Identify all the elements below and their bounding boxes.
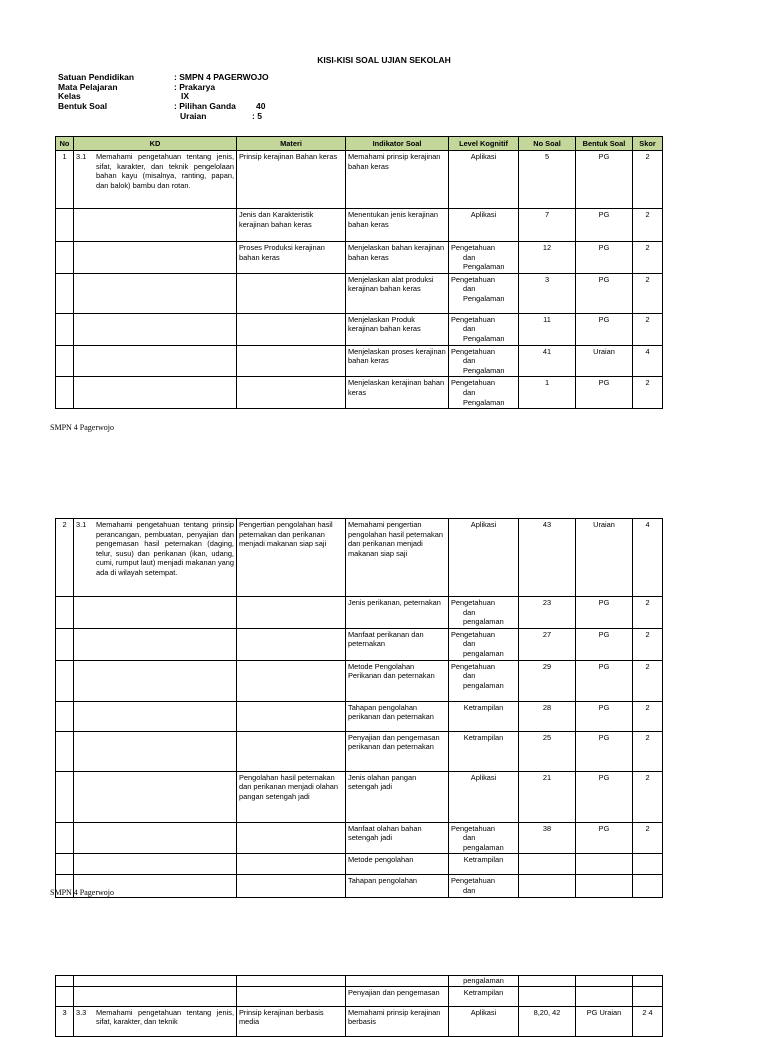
- materi-cell: [237, 854, 346, 875]
- row-no: 2: [56, 519, 74, 597]
- document-title: KISI-KISI SOAL UJIAN SEKOLAH: [317, 55, 451, 65]
- no-soal-cell: 21: [519, 771, 576, 822]
- no-soal-cell: 29: [519, 660, 576, 701]
- level-text-2: dan pengalaman: [463, 833, 504, 852]
- indikator-cell: Menjelaskan alat produksi kerajinan bahan keras: [346, 273, 449, 313]
- materi-cell: Proses Produksi kerajinan bahan keras: [237, 242, 346, 274]
- bentuk-cell: PG: [576, 209, 633, 242]
- table-row: [56, 209, 663, 242]
- kd-text: Memahami pengetahuan tentang jenis, sifat, karakter, dan teknik: [96, 1007, 234, 1027]
- no-soal-cell: 8,20, 42: [519, 1006, 576, 1036]
- skor-cell: [633, 875, 663, 897]
- level-cell: [449, 597, 519, 629]
- skor-cell: 2: [633, 822, 663, 854]
- skor-cell: 2: [633, 701, 663, 731]
- row-no: 3: [56, 1006, 74, 1036]
- table-row: [56, 377, 663, 409]
- bentuk-cell: PG: [576, 660, 633, 701]
- no-soal-cell: [519, 875, 576, 897]
- no-soal-cell: 11: [519, 313, 576, 345]
- bentuk-cell: PG: [576, 701, 633, 731]
- kelas-label: Kelas: [58, 91, 81, 102]
- table-row: [56, 854, 663, 875]
- materi-cell: Prinsip kerajinan berbasis media: [237, 1006, 346, 1036]
- bentuk-value: : Pilihan Ganda: [174, 101, 236, 112]
- level-cell: [449, 313, 519, 345]
- skor-cell: [633, 854, 663, 875]
- materi-cell: Prinsip kerajinan Bahan keras: [237, 151, 346, 209]
- indikator-cell: Menjelaskan Produk kerajinan bahan keras: [346, 313, 449, 345]
- bentuk-cell: PG: [576, 731, 633, 771]
- no-soal-cell: 5: [519, 151, 576, 209]
- bentuk-cell: PG: [576, 597, 633, 629]
- bentuk-cell: PG Uraian: [576, 1006, 633, 1036]
- materi-cell: Jenis dan Karakteristik kerajinan bahan keras: [237, 209, 346, 242]
- kd-cell: [74, 151, 237, 209]
- bentuk-label: Bentuk Soal: [58, 101, 108, 112]
- materi-cell: [237, 313, 346, 345]
- bentuk-cell: PG: [576, 822, 633, 854]
- level-text-2: dan: [463, 885, 476, 895]
- level-text-2: dan pengalaman: [463, 607, 504, 627]
- indikator-cell: Memahami prinsip kerajinan bahan keras: [346, 151, 449, 209]
- uraian-count: : 5: [252, 110, 262, 121]
- skor-cell: 2 4: [633, 1006, 663, 1036]
- level-cell: Aplikasi: [449, 151, 519, 209]
- indikator-cell: Manfaat perikanan dan peternakan: [346, 628, 449, 660]
- materi-cell: [237, 345, 346, 377]
- header-indikator: Indikator Soal: [346, 137, 449, 151]
- indikator-cell: Metode pengolahan: [346, 854, 449, 875]
- indikator-cell: Menjelaskan bahan kerajinan bahan keras: [346, 242, 449, 274]
- indikator-cell: Jenis olahan pangan setengah jadi: [346, 771, 449, 822]
- indikator-cell: Menentukan jenis kerajinan bahan keras: [346, 209, 449, 242]
- skor-cell: 2: [633, 313, 663, 345]
- skor-cell: 2: [633, 273, 663, 313]
- skor-cell: 2: [633, 660, 663, 701]
- bentuk-cell: [576, 875, 633, 897]
- no-soal-cell: 1: [519, 377, 576, 409]
- header-kd: KD: [74, 137, 237, 151]
- materi-cell: [237, 731, 346, 771]
- page-footer: SMPN 4 Pagerwojo: [50, 423, 115, 432]
- level-text: Pengetahuan: [451, 823, 495, 833]
- row-no: 1: [56, 151, 74, 209]
- skor-cell: 4: [633, 345, 663, 377]
- materi-cell: Pengolahan hasil peternakan dan perikanan menjadi olahan pangan setengah jadi: [237, 771, 346, 822]
- header-no: No: [56, 137, 74, 151]
- table-row: [56, 875, 663, 897]
- skor-cell: [633, 986, 663, 1006]
- mapel-value: : Prakarya: [174, 81, 216, 92]
- header-materi: Materi: [237, 137, 346, 151]
- level-text-2: dan Pengalaman: [463, 356, 505, 375]
- indikator-cell: Menjelaskan proses kerajinan bahan keras: [346, 345, 449, 377]
- level-cell: Aplikasi: [449, 1006, 519, 1036]
- level-text: Pengetahuan: [451, 243, 495, 252]
- kd-text: Memahami pengetahuan tentang jenis, sifat, karakter, dan teknik pengelolaan bahan kayu (misalnya, ranting, papan, dan balok) bambu dan rotan.: [96, 152, 234, 190]
- header-no-soal: No Soal: [519, 137, 576, 151]
- level-cell: pengalaman: [449, 976, 519, 987]
- table-row: [56, 976, 663, 987]
- no-soal-cell: 25: [519, 731, 576, 771]
- indikator-cell: Memahami pengertian pengolahan hasil peternakan dan perikanan menjadi makanan siap saji: [346, 519, 449, 597]
- bentuk-cell: Uraian: [576, 519, 633, 597]
- level-text: Pengetahuan: [451, 598, 495, 607]
- no-soal-cell: 28: [519, 701, 576, 731]
- level-cell: Aplikasi: [449, 519, 519, 597]
- level-cell: [449, 875, 519, 897]
- kd-code: 3.1: [76, 520, 87, 529]
- bentuk-cell: PG: [576, 242, 633, 274]
- level-text: Pengetahuan: [451, 314, 495, 324]
- level-text-2: dan pengalaman: [463, 639, 504, 658]
- no-soal-cell: [519, 976, 576, 987]
- table-kisi-3: [55, 975, 663, 1037]
- level-cell: [449, 628, 519, 660]
- table-kisi-2: [55, 518, 663, 898]
- header-bentuk: Bentuk Soal: [576, 137, 633, 151]
- indikator-cell: Menjelaskan kerajinan bahan keras: [346, 377, 449, 409]
- indikator-cell: Penyajian dan pengemasan perikanan dan peternakan: [346, 731, 449, 771]
- table-row: [56, 313, 663, 345]
- table-row: [56, 822, 663, 854]
- level-text-2: dan pengalaman: [463, 671, 504, 690]
- table-kisi-1: [55, 136, 663, 409]
- no-soal-cell: [519, 986, 576, 1006]
- skor-cell: 2: [633, 731, 663, 771]
- table-row: [56, 151, 663, 209]
- bentuk-cell: PG: [576, 313, 633, 345]
- level-cell: Ketrampilan: [449, 854, 519, 875]
- level-cell: Ketrampilan: [449, 731, 519, 771]
- skor-cell: 2: [633, 771, 663, 822]
- no-soal-cell: 38: [519, 822, 576, 854]
- table-row: [56, 628, 663, 660]
- level-cell: [449, 273, 519, 313]
- header-level: Level Kognitif: [449, 137, 519, 151]
- level-text-2: dan Pengalaman: [463, 387, 505, 407]
- kelas-value: IX: [181, 91, 190, 102]
- materi-cell: [237, 822, 346, 854]
- materi-cell: [237, 377, 346, 409]
- table-row: [56, 986, 663, 1006]
- table-row: [56, 701, 663, 731]
- no-soal-cell: 7: [519, 209, 576, 242]
- skor-cell: 2: [633, 151, 663, 209]
- indikator-cell: Metode Pengolahan Perikanan dan peternakan: [346, 660, 449, 701]
- skor-cell: 2: [633, 242, 663, 274]
- bentuk-cell: PG: [576, 151, 633, 209]
- bentuk-cell: PG: [576, 273, 633, 313]
- level-text-2: dan Pengalaman: [463, 252, 505, 272]
- kd-code: 3.3: [76, 1007, 87, 1017]
- uraian-label: Uraian: [180, 110, 207, 121]
- materi-cell: [237, 597, 346, 629]
- indikator-cell: Penyajian dan pengemasan: [346, 986, 449, 1006]
- level-text: Pengetahuan: [451, 661, 495, 671]
- materi-cell: [237, 628, 346, 660]
- header-skor: Skor: [633, 137, 663, 151]
- level-text-2: dan Pengalaman: [463, 324, 505, 343]
- materi-cell: [237, 701, 346, 731]
- level-cell: Aplikasi: [449, 209, 519, 242]
- level-cell: [449, 822, 519, 854]
- skor-cell: 2: [633, 209, 663, 242]
- level-cell: [449, 345, 519, 377]
- table-row: [56, 771, 663, 822]
- bentuk-cell: [576, 854, 633, 875]
- table-row: [56, 519, 663, 597]
- no-soal-cell: 3: [519, 273, 576, 313]
- bentuk-cell: Uraian: [576, 345, 633, 377]
- bentuk-cell: [576, 986, 633, 1006]
- skor-cell: 2: [633, 628, 663, 660]
- no-soal-cell: 23: [519, 597, 576, 629]
- indikator-cell: [346, 976, 449, 987]
- level-cell: Ketrampilan: [449, 986, 519, 1006]
- table-row: [56, 731, 663, 771]
- no-soal-cell: 41: [519, 345, 576, 377]
- indikator-cell: Memahami prinsip kerajinan berbasis: [346, 1006, 449, 1036]
- table-row: [56, 597, 663, 629]
- page-footer: SMPN 4 Pagerwojo: [50, 888, 115, 897]
- mapel-label: Mata Pelajaran: [58, 81, 118, 92]
- level-text-2: dan Pengalaman: [463, 284, 505, 303]
- materi-cell: [237, 660, 346, 701]
- bentuk-cell: PG: [576, 771, 633, 822]
- no-soal-cell: 43: [519, 519, 576, 597]
- level-cell: [449, 660, 519, 701]
- level-text: Pengetahuan: [451, 274, 495, 284]
- table-row: [56, 345, 663, 377]
- indikator-cell: Tahapan pengolahan: [346, 875, 449, 897]
- no-soal-cell: 12: [519, 242, 576, 274]
- level-cell: Aplikasi: [449, 771, 519, 822]
- level-cell: [449, 377, 519, 409]
- table-row: [56, 273, 663, 313]
- level-text: Pengetahuan: [451, 378, 495, 388]
- indikator-cell: Tahapan pengolahan perikanan dan peternakan: [346, 701, 449, 731]
- level-text: Pengetahuan: [451, 629, 495, 639]
- indikator-cell: Jenis perikanan, peternakan: [346, 597, 449, 629]
- skor-cell: 2: [633, 377, 663, 409]
- table-row: [56, 660, 663, 701]
- materi-cell: Pengertian pengolahan hasil peternakan dan perikanan menjadi makanan siap saji: [237, 519, 346, 597]
- bentuk-cell: [576, 976, 633, 987]
- pg-count: 40: [256, 101, 266, 112]
- skor-cell: 2: [633, 597, 663, 629]
- materi-cell: [237, 273, 346, 313]
- no-soal-cell: [519, 854, 576, 875]
- satuan-label: Satuan Pendidikan: [58, 72, 135, 82]
- bentuk-cell: PG: [576, 628, 633, 660]
- level-cell: Ketrampilan: [449, 701, 519, 731]
- materi-cell: [237, 875, 346, 897]
- kd-cell: [74, 519, 237, 597]
- satuan-value: : SMPN 4 PAGERWOJO: [174, 72, 269, 82]
- bentuk-cell: PG: [576, 377, 633, 409]
- header-row: [56, 137, 663, 151]
- indikator-cell: Manfaat olahan bahan setengah jadi: [346, 822, 449, 854]
- level-text: Pengetahuan: [451, 346, 495, 356]
- kd-code: 3.1: [76, 152, 87, 161]
- table-row: [56, 1006, 663, 1036]
- kd-cell: [74, 1006, 237, 1036]
- level-text: Pengetahuan: [451, 876, 495, 886]
- no-soal-cell: 27: [519, 628, 576, 660]
- skor-cell: 4: [633, 519, 663, 597]
- table-row: [56, 242, 663, 274]
- level-cell: [449, 242, 519, 274]
- kd-text: Memahami pengetahuan tentang prinsip perancangan, pembuatan, penyajian dan pengemasan hasil peternakan (daging, telur, susu) dan perikanan (ikan, udang, cumi, rumput laut) menjadi makanan yang ada di wilayah setempat.: [96, 520, 234, 577]
- skor-cell: [633, 976, 663, 987]
